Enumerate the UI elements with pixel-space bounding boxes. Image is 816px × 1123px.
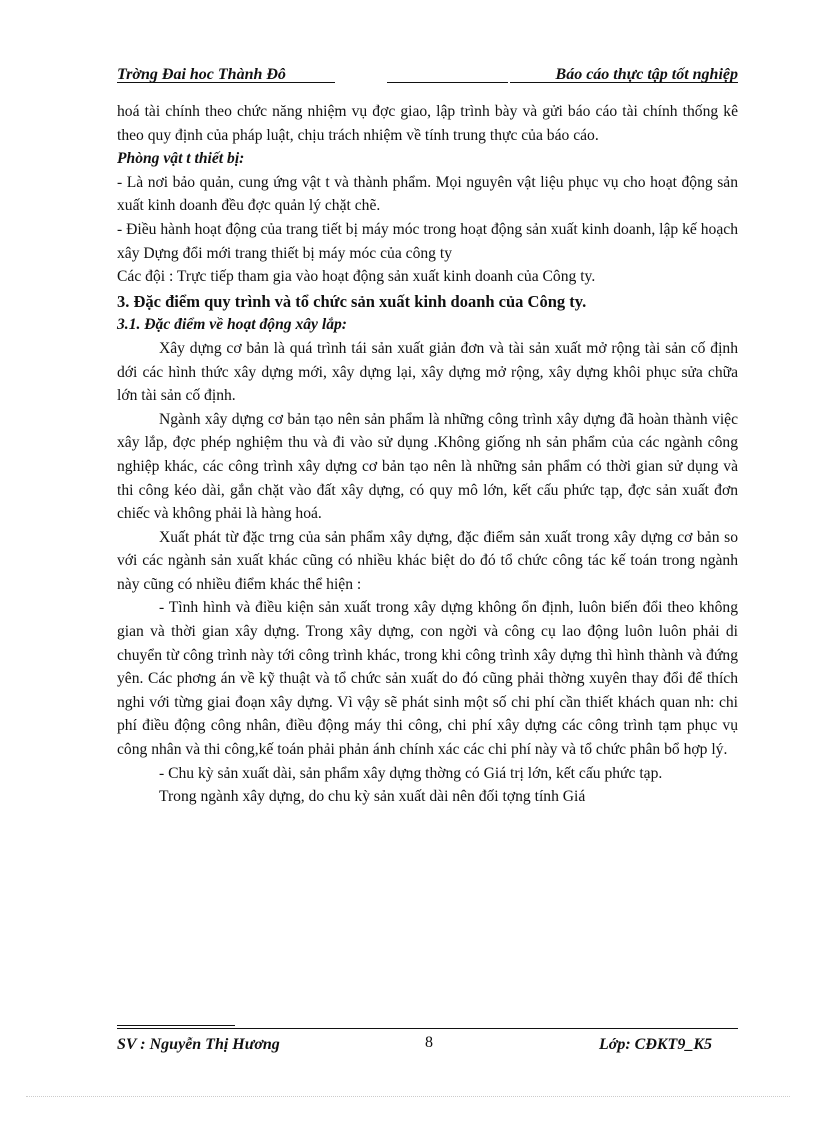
footer-rule [117,1028,738,1029]
page-header [117,60,738,86]
document-body [117,100,738,809]
paragraph: Xây dựng cơ bản là quá trình tái sản xuất giản đơn và tài sản xuất mở rộng tài sản cố định dới các hình thức xây dựng mới, xây dựng lại, xây dựng mở rộng, xây dựng khôi phục sửa chữa lớn tài sản cố định. [117,339,738,405]
header-underline-right [510,82,738,83]
footer-underline [117,1025,235,1026]
footer-student: SV : Nguyễn Thị Hương [117,1036,280,1053]
header-rule [387,82,508,83]
paragraph: hoá tài chính theo chức năng nhiệm vụ đợc giao, lập trình bày và gửi báo cáo tài chính thống kê theo quy định của pháp luật, chịu trách nhiệm về tính trung thực của báo cáo. [117,103,738,144]
section-heading-3-1: 3.1. Đặc điểm về hoạt động xây lắp: [117,316,347,334]
paragraph: Xuất phát từ đặc trng của sản phẩm xây dựng, đặc điểm sản xuất trong xây dựng cơ bản so với các ngành sản xuất khác cũng có nhiều khác biệt do đó tổ chức công tác kế toán trong ngành này cũng có nhiều điểm khác thể hiện : [117,528,738,593]
subheading-supplies-dept: Phòng vật t thiết bị: [117,150,245,168]
page-number: 8 [425,1034,433,1051]
paragraph: - Tình hình và điều kiện sản xuất trong xây dựng không ổn định, luôn biến đổi theo không gian và thời gian xây dựng. Trong xây dựng, con ngời và công cụ lao động luôn luôn phải di chuyển từ công trình này tới công trình khác, trong khi công trình xây dựng thì hình thành và đứng yên. Các phơng án về kỹ thuật và tổ chức sản xuất do đó cũng phải thờng xuyên thay đổi để thích nghi với từng giai đoạn xây dựng. Vì vậy sẽ phát sinh một số chi phí cần thiết khách quan nh: chi phí điều động công nhân, điều động máy thi công, chi phí xây dựng các công trình tạm phục vụ công nhân và thi công,kế toán phải phản ánh chính xác các chi phí này và tổ chức phân bổ hợp lý. [117,599,738,759]
header-school: Trờng Đai hoc Thành Đô [117,66,286,83]
header-underline-left [117,82,335,83]
paragraph: - Điều hành hoạt động của trang tiết bị máy móc trong hoạt động sản xuất kinh doanh, lập kế hoạch xây Dựng đổi mới trang thiết bị máy móc của công ty [117,220,738,262]
paragraph: - Là nơi bảo quản, cung ứng vật t và thành phẩm. Mọi nguyên vật liệu phục vụ cho hoạt động sản xuất kinh doanh đều đợc quản lý chặt chẽ. [117,173,738,215]
paragraph: - Chu kỳ sản xuất dài, sản phẩm xây dựng thờng có Giá trị lớn, kết cấu phức tạp. [159,764,663,782]
header-report-title: Báo cáo thực tập tốt nghiệp [555,66,738,83]
page-edge-divider [26,1096,790,1097]
footer-class: Lớp: CĐKT9_K5 [598,1036,712,1053]
paragraph: Ngành xây dựng cơ bản tạo nên sản phẩm là những công trình xây dựng đã hoàn thành việc xây lắp, đợc phép nghiệm thu và đi vào sử dụng .Không giống nh sản phẩm của các ngành công nghiệp khác, các công trình xây dựng cơ bản tạo nên là những sản phẩm có thời gian sử dụng và thi công kéo dài, gắn chặt vào đất xây dựng, có quy mô lớn, kết cấu phức tạp, đợc sản xuất đơn chiếc và không phải là hàng hoá. [117,410,738,523]
section-heading-3: 3. Đặc điểm quy trình và tổ chức sản xuất kinh doanh của Công ty. [117,291,587,311]
page-footer [117,1034,738,1058]
paragraph: Các đội : Trực tiếp tham gia vào hoạt động sản xuất kinh doanh của Công ty. [117,268,596,286]
paragraph: Trong ngành xây dựng, do chu kỳ sản xuất dài nên đối tợng tính Giá [159,788,586,806]
